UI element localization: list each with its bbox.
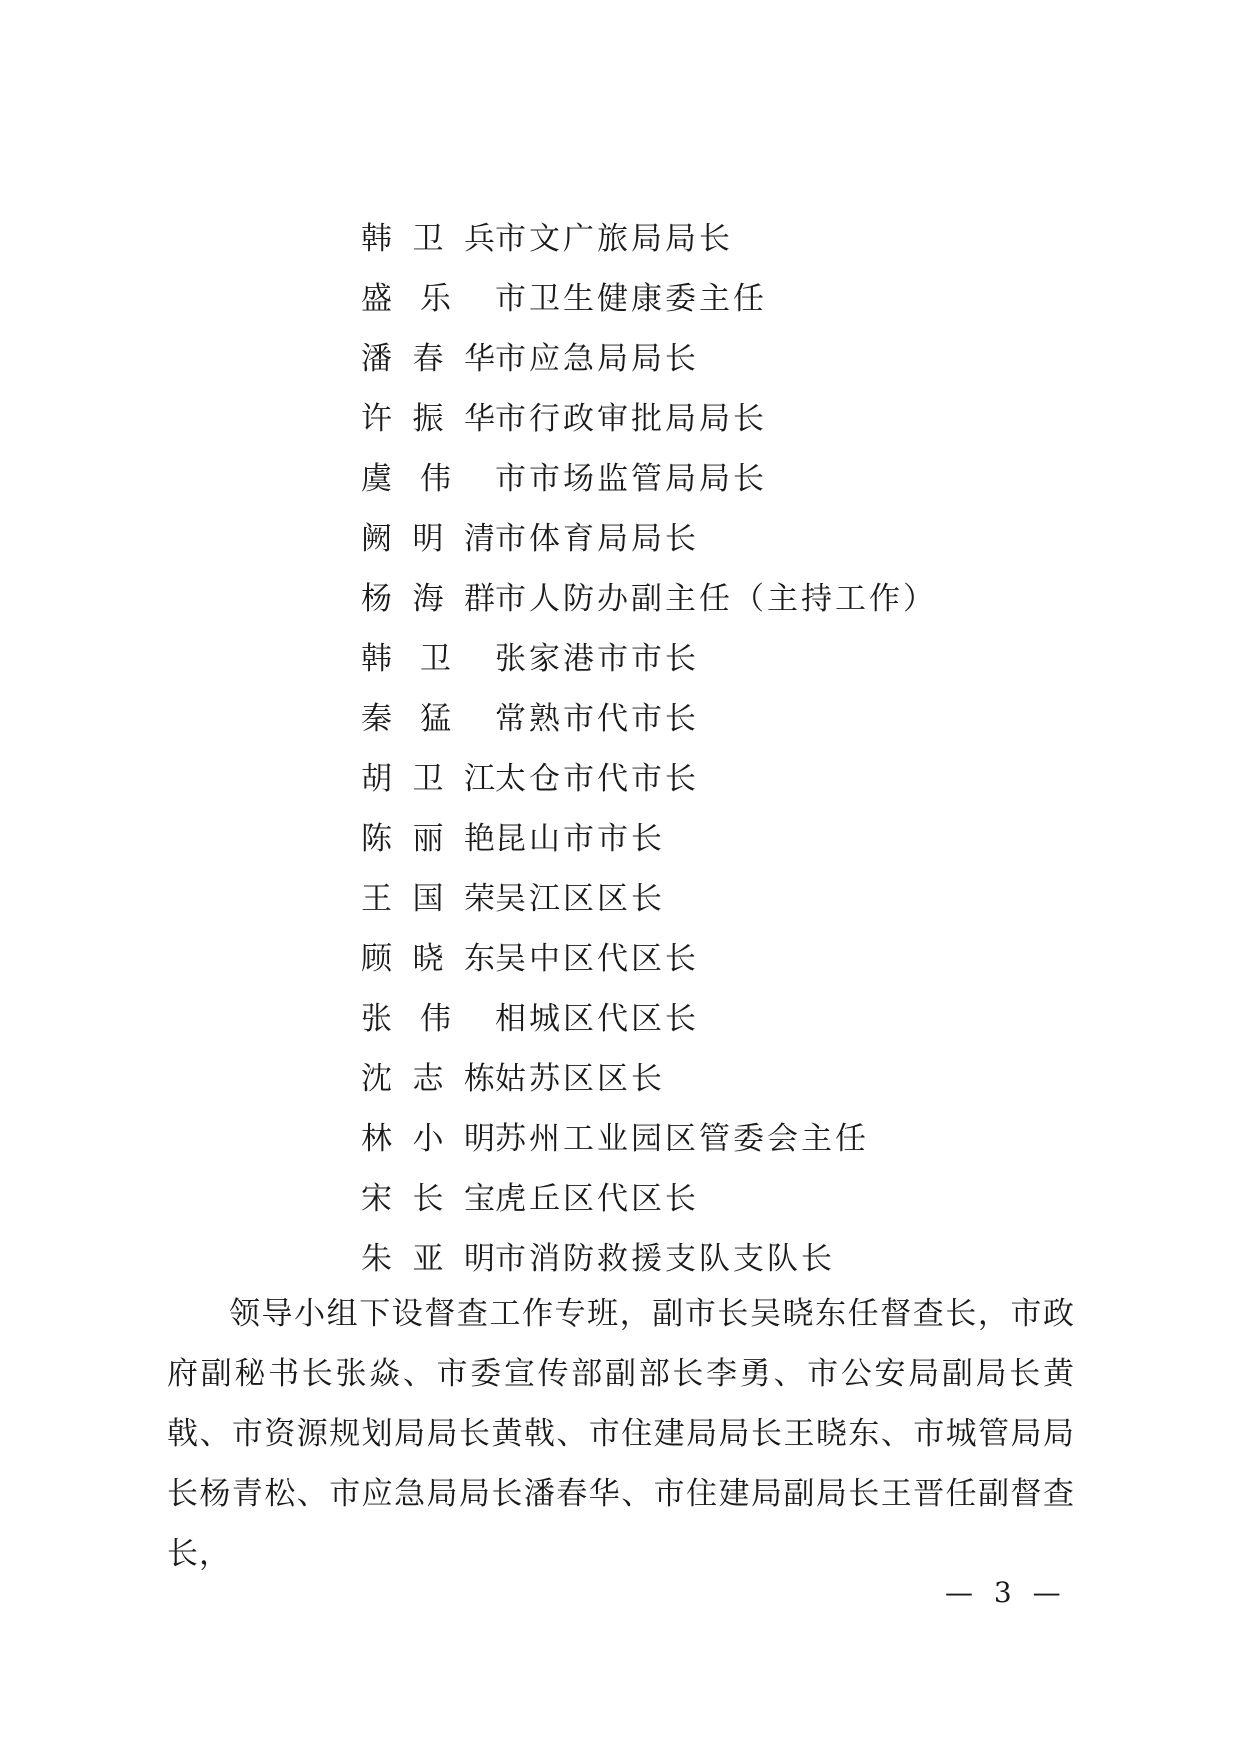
- member-title: 相城区代区长: [495, 1001, 699, 1037]
- member-name: 宋 长 宝: [361, 1181, 495, 1217]
- member-name: 许 振 华: [361, 401, 495, 437]
- member-roster: [361, 214, 1121, 1294]
- body-paragraph: 领导小组下设督查工作专班，副市长吴晓东任督查长，市政府副秘书长张焱、市委宣传部副部长李勇、市公安局副局长黄戟、市资源规划局局长黄戟、市住建局局长王晓东、市城管局局长杨青松、市应急局局长潘春华、市住建局副局长王晋任副督查长，: [167, 1296, 1075, 1572]
- member-name: 王 国 荣: [361, 881, 495, 917]
- member-name: 张 伟: [361, 1001, 451, 1037]
- member-name: 沈 志 栋: [361, 1061, 495, 1097]
- member-name: 阙 明 清: [361, 521, 495, 557]
- member-name: 韩 卫 兵: [361, 221, 495, 257]
- member-name: 潘 春 华: [361, 341, 495, 377]
- page-number: — 3 —: [945, 1576, 1067, 1609]
- roster-row: [361, 514, 1121, 574]
- member-title: 市体育局局长: [495, 521, 699, 557]
- member-title: 市行政审批局局长: [495, 401, 767, 437]
- member-name: 胡 卫 江: [361, 761, 495, 797]
- member-name: 杨 海 群: [361, 581, 495, 617]
- roster-row: [361, 694, 1121, 754]
- member-name: 秦 猛: [361, 701, 451, 737]
- roster-row: [361, 994, 1121, 1054]
- member-title: 张家港市市长: [495, 641, 699, 677]
- roster-row: [361, 394, 1121, 454]
- roster-row: [361, 754, 1121, 814]
- roster-row: [361, 274, 1121, 334]
- member-title: 市市场监管局局长: [495, 461, 767, 497]
- roster-row: [361, 214, 1121, 274]
- member-name: 朱 亚 明: [361, 1241, 495, 1277]
- roster-row: [361, 634, 1121, 694]
- roster-row: [361, 814, 1121, 874]
- member-name: 韩 卫: [361, 641, 451, 677]
- member-title: 昆山市市长: [495, 821, 665, 857]
- member-name: 顾 晓 东: [361, 941, 495, 977]
- member-title: 吴江区区长: [495, 881, 665, 917]
- member-title: 虎丘区代区长: [495, 1181, 699, 1217]
- roster-row: [361, 1054, 1121, 1114]
- roster-row: [361, 334, 1121, 394]
- roster-row: [361, 574, 1121, 634]
- roster-row: [361, 1114, 1121, 1174]
- member-title: 市消防救援支队支队长: [495, 1241, 835, 1277]
- member-title: 吴中区代区长: [495, 941, 699, 977]
- member-name: 盛 乐: [361, 281, 451, 317]
- member-name: 陈 丽 艳: [361, 821, 495, 857]
- member-title: 太仓市代市长: [495, 761, 699, 797]
- member-title: 市卫生健康委主任: [495, 281, 767, 317]
- member-title: 苏州工业园区管委会主任: [495, 1121, 869, 1157]
- member-name: 虞 伟: [361, 461, 451, 497]
- member-title: 姑苏区区长: [495, 1061, 665, 1097]
- member-name: 林 小 明: [361, 1121, 495, 1157]
- roster-row: [361, 1174, 1121, 1234]
- roster-row: [361, 934, 1121, 994]
- member-title: 市应急局局长: [495, 341, 699, 377]
- roster-row: [361, 454, 1121, 514]
- roster-row: [361, 874, 1121, 934]
- member-title: 市文广旅局局长: [495, 221, 733, 257]
- member-title: 市人防办副主任（主持工作）: [495, 581, 937, 617]
- member-title: 常熟市代市长: [495, 701, 699, 737]
